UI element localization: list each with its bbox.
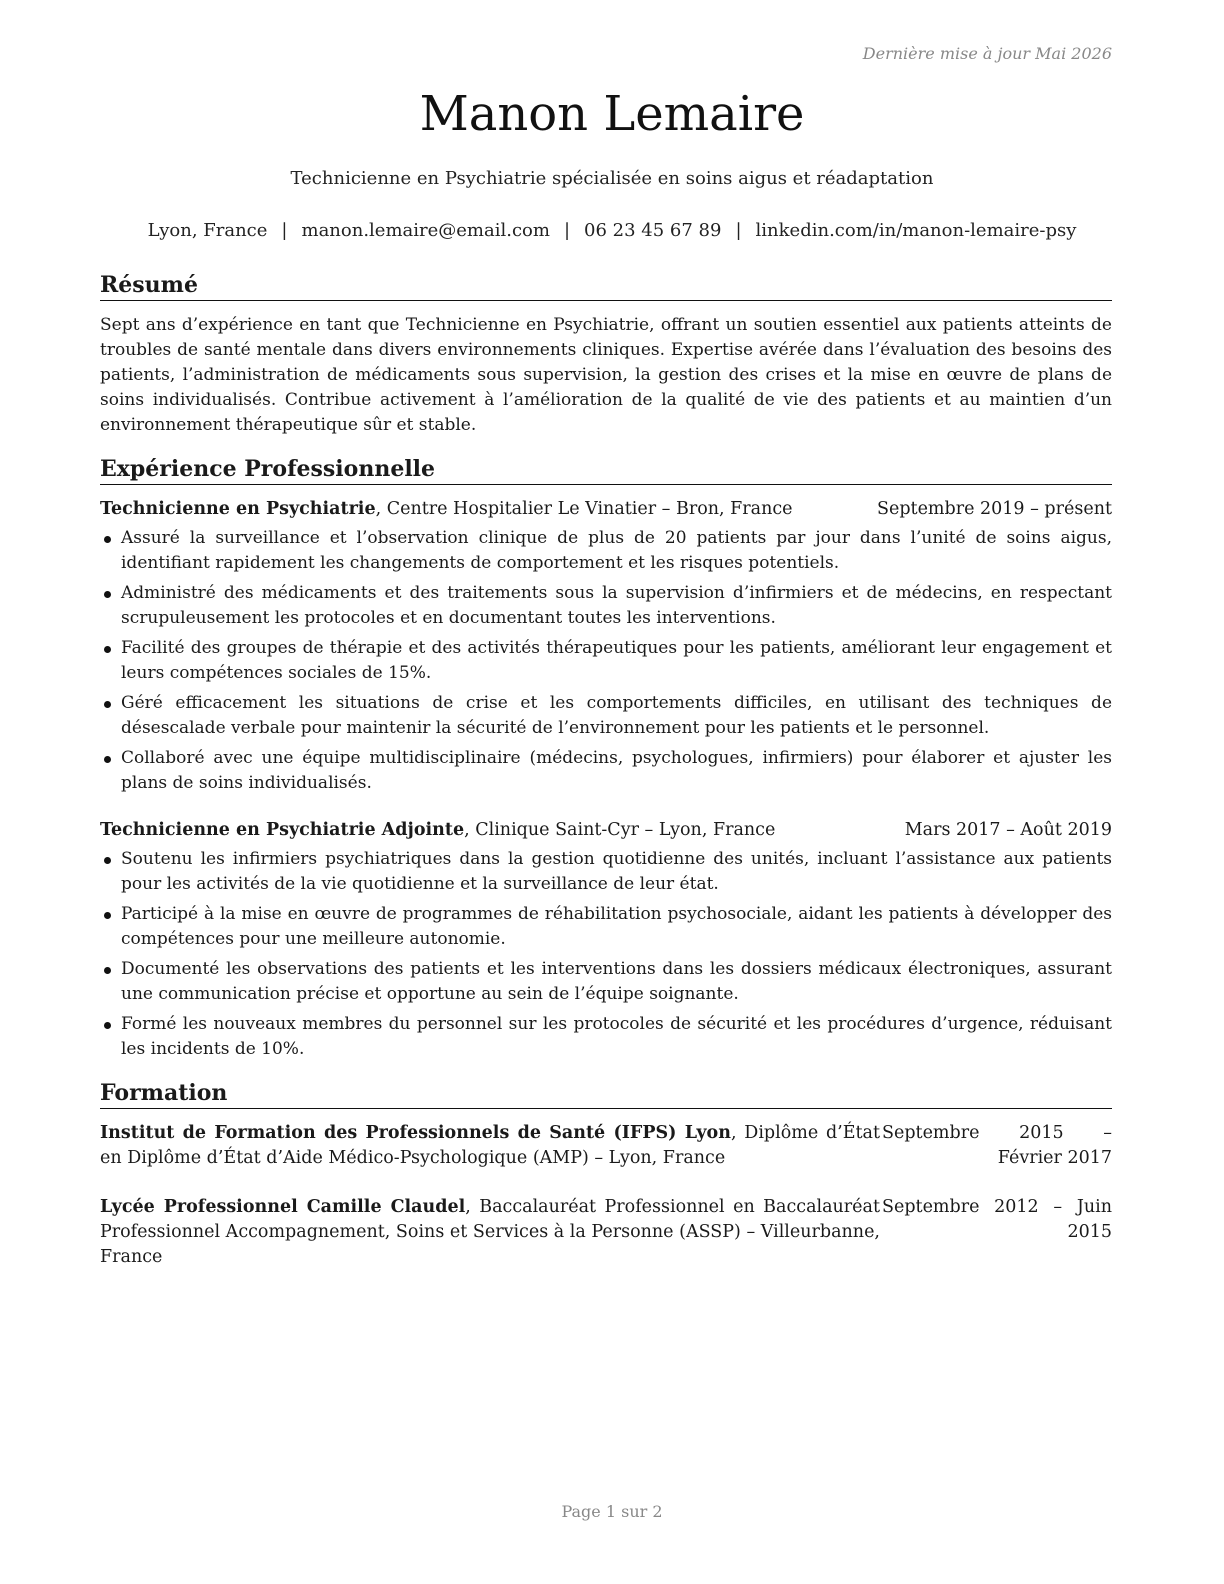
job-place: , Centre Hospitalier Le Vinatier – Bron, France xyxy=(375,499,793,519)
job-title-line xyxy=(100,818,775,843)
job-bullets xyxy=(100,526,1112,796)
list-item: Documenté les observations des patients et les interventions dans les dossiers médicaux électroniques, assurant une communication précise et opportune au sein de l’équipe soignante. xyxy=(100,957,1112,1007)
job-dates: Mars 2017 – Août 2019 xyxy=(904,820,1112,840)
summary-title: Résumé xyxy=(100,270,1112,301)
list-item: Participé à la mise en œuvre de programmes de réhabilitation psychosociale, aidant les patients à développer des compétences pour une meilleure autonomie. xyxy=(100,902,1112,952)
job-title-line xyxy=(100,497,793,522)
contact-separator: | xyxy=(281,220,288,241)
contact-location: Lyon, France xyxy=(147,220,268,241)
list-item: Collaboré avec une équipe multidisciplinaire (médecins, psychologues, infirmiers) pour élaborer et ajuster les plans de soins individualisés. xyxy=(100,746,1112,796)
education-details: , Diplôme d’État en Diplôme d’État d’Aide Médico-Psychologique (AMP) – Lyon, France xyxy=(100,1123,881,1168)
education-school: Lycée Professionnel Camille Claudel xyxy=(100,1197,466,1217)
resume-content xyxy=(100,270,1112,1294)
job-bullets xyxy=(100,847,1112,1062)
job-role: Technicienne en Psychiatrie xyxy=(100,499,376,519)
education-item xyxy=(100,1121,1112,1171)
last-updated: Dernière mise à jour Mai 2026 xyxy=(862,44,1112,63)
experience-title: Expérience Professionnelle xyxy=(100,454,1112,485)
summary-text: Sept ans d’expérience en tant que Technicienne en Psychiatrie, offrant un soutien essentiel aux patients atteints de troubles de santé mentale dans divers environnements cliniques. Expertise avérée dans l’évaluation des besoins des patients, l’administration de médicaments sous supervision, la gestion des crises et la mise en œuvre de plans de soins individualisés. Contribue activement à l’amélioration de la qualité de vie des patients et au maintien d’un environnement thérapeutique sûr et stable. xyxy=(100,315,1112,435)
list-item: Facilité des groupes de thérapie et des activités thérapeutiques pour les patients, améliorant leur engagement et leurs compétences sociales de 15%. xyxy=(100,636,1112,686)
contact-line xyxy=(0,220,1224,241)
job-header xyxy=(100,818,1112,843)
education-description xyxy=(100,1121,880,1171)
education-item xyxy=(100,1195,1112,1270)
contact-email[interactable]: manon.lemaire@email.com xyxy=(301,220,550,241)
list-item: Administré des médicaments et des traitements sous la supervision d’infirmiers et de médecins, en respectant scrupuleusement les protocoles et en documentant toutes les interventions. xyxy=(100,581,1112,631)
contact-separator: | xyxy=(735,220,742,241)
job-role: Technicienne en Psychiatrie Adjointe xyxy=(100,820,465,840)
list-item: Formé les nouveaux membres du personnel sur les protocoles de sécurité et les procédures d’urgence, réduisant les incidents de 10%. xyxy=(100,1012,1112,1062)
contact-separator: | xyxy=(563,220,571,241)
job-header xyxy=(100,497,1112,522)
education-school: Institut de Formation des Professionnels de Santé (IFPS) Lyon xyxy=(100,1123,731,1143)
education-dates: Septembre 2015 – Février 2017 xyxy=(882,1123,1112,1168)
education-details: , Baccalauréat Professionnel en Baccalauréat Professionnel Accompagnement, Soins et Services à la Personne (ASSP) – Villeurbanne, France xyxy=(100,1197,880,1267)
job-dates: Septembre 2019 – présent xyxy=(877,499,1112,519)
page-number: Page 1 sur 2 xyxy=(561,1502,663,1521)
tagline: Technicienne en Psychiatrie spécialisée en soins aigus et réadaptation xyxy=(290,168,934,189)
contact-linkedin[interactable]: linkedin.com/in/manon-lemaire-psy xyxy=(755,220,1077,241)
education-description xyxy=(100,1195,880,1270)
list-item: Géré efficacement les situations de crise et les comportements difficiles, en utilisant des techniques de désescalade verbale pour maintenir la sécurité de l’environnement pour les patients et le personnel. xyxy=(100,691,1112,741)
education-title: Formation xyxy=(100,1078,1112,1109)
job-place: , Clinique Saint-Cyr – Lyon, France xyxy=(464,820,776,840)
contact-phone: 06 23 45 67 89 xyxy=(584,220,722,241)
list-item: Assuré la surveillance et l’observation clinique de plus de 20 patients par jour dans l’unité de soins aigus, identifiant rapidement les changements de comportement et les risques potentiels. xyxy=(100,526,1112,576)
education-dates: Septembre 2012 – Juin 2015 xyxy=(882,1197,1112,1242)
list-item: Soutenu les infirmiers psychiatriques dans la gestion quotidienne des unités, incluant l’assistance aux patients pour les activités de la vie quotidienne et la surveillance de leur état. xyxy=(100,847,1112,897)
candidate-name: Manon Lemaire xyxy=(419,86,805,142)
